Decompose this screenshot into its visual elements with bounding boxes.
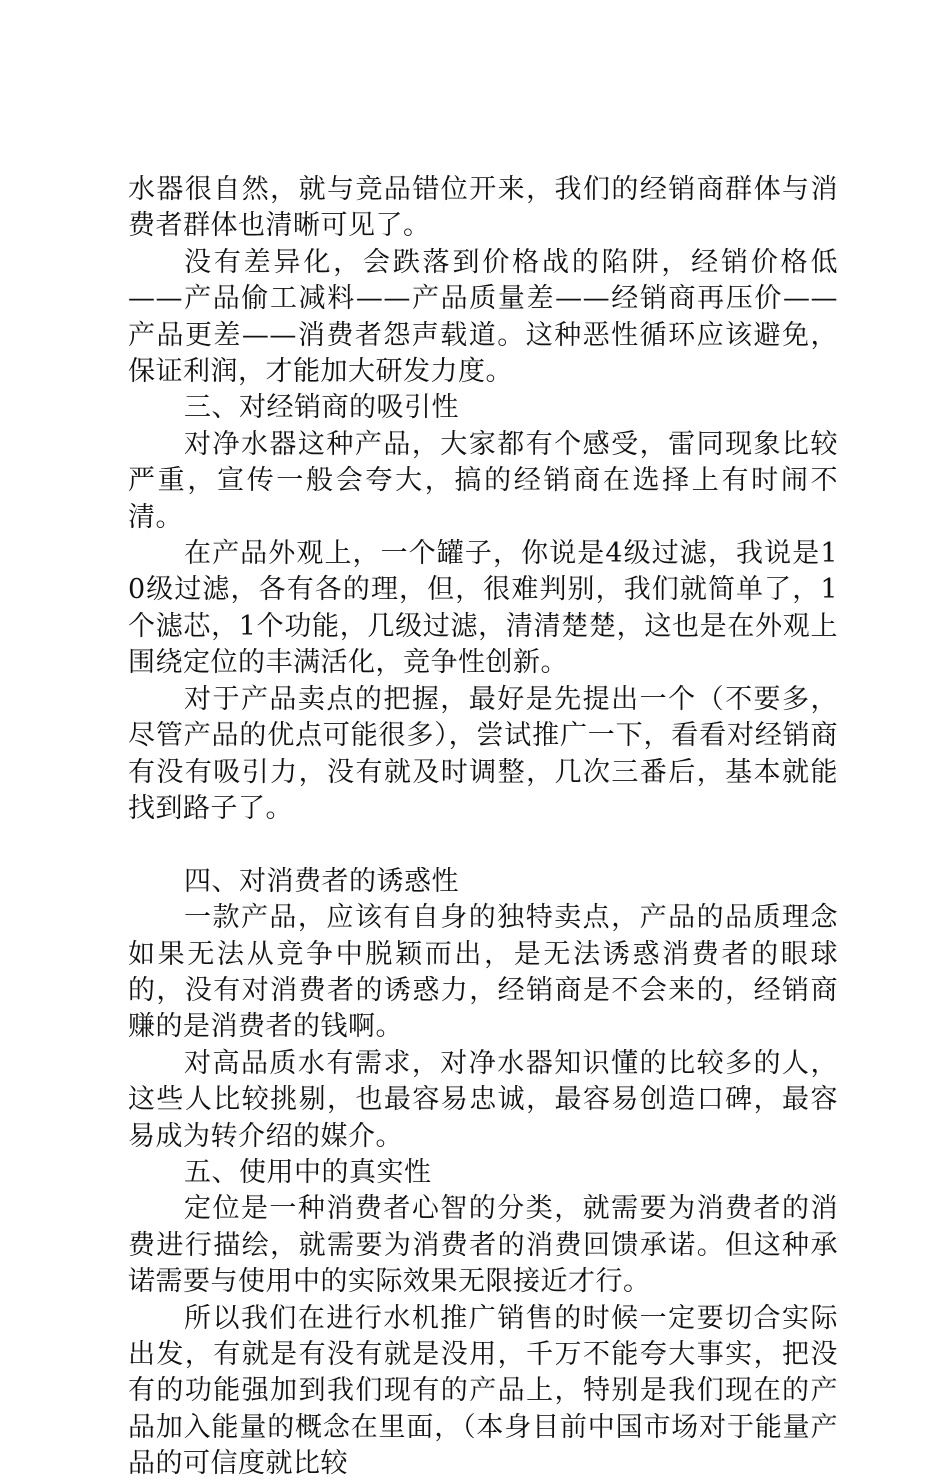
paragraph: 没有差异化，会跌落到价格战的陷阱，经销价格低——产品偷工减料——产品质量差——经销商再压价——产品更差——消费者怨声载道。这种恶性循环应该避免，保证利润，才能加大研发力度。 [128,246,838,388]
section-heading: 四、对消费者的诱惑性 [184,865,459,897]
paragraph: 水器很自然，就与竞品错位开来，我们的经销商群体与消费者群体也清晰可见了。 [128,174,838,242]
paragraph: 所以我们在进行水机推广销售的时候一定要切合实际出发，有就是有没有就是没用，千万不能夸大事实，把没有的功能强加到我们现有的产品上，特别是我们现在的产品加入能量的概念在里面，（本身目前中国市场对于能量产品的可信度就比较 [128,1302,838,1480]
paragraph: 在产品外观上，一个罐子，你说是4级过滤，我说是10级过滤，各有各的理，但，很难判别，我们就简单了，1个滤芯，1个功能，几级过滤，清清楚楚，这也是在外观上围绕定位的丰满活化，竞争性创新。 [128,538,838,679]
paragraph: 对净水器这种产品，大家都有个感受，雷同现象比较严重，宣传一般会夸大，搞的经销商在选择上有时闹不清。 [128,428,838,533]
paragraph: 一款产品，应该有自身的独特卖点，产品的品质理念如果无法从竞争中脱颖而出，是无法诱惑消费者的眼球的，没有对消费者的诱惑力，经销商是不会来的，经销商赚的是消费者的钱啊。 [128,902,838,1043]
blank-line [128,827,838,863]
section-heading: 五、使用中的真实性 [184,1156,432,1188]
section-heading: 三、对经销商的吸引性 [184,392,459,424]
paragraph: 定位是一种消费者心智的分类，就需要为消费者的消费进行描绘，就需要为消费者的消费回馈承诺。但这种承诺需要与使用中的实际效果无限接近才行。 [128,1193,838,1298]
paragraph: 对于产品卖点的把握，最好是先提出一个（不要多，尽管产品的优点可能很多），尝试推广一下，看看对经销商有没有吸引力，没有就及时调整，几次三番后，基本就能找到路子了。 [128,683,838,824]
document-body [128,172,838,1483]
paragraph: 对高品质水有需求，对净水器知识懂的比较多的人，这些人比较挑剔，也最容易忠诚，最容易创造口碑，最容易成为转介绍的媒介。 [128,1047,838,1152]
